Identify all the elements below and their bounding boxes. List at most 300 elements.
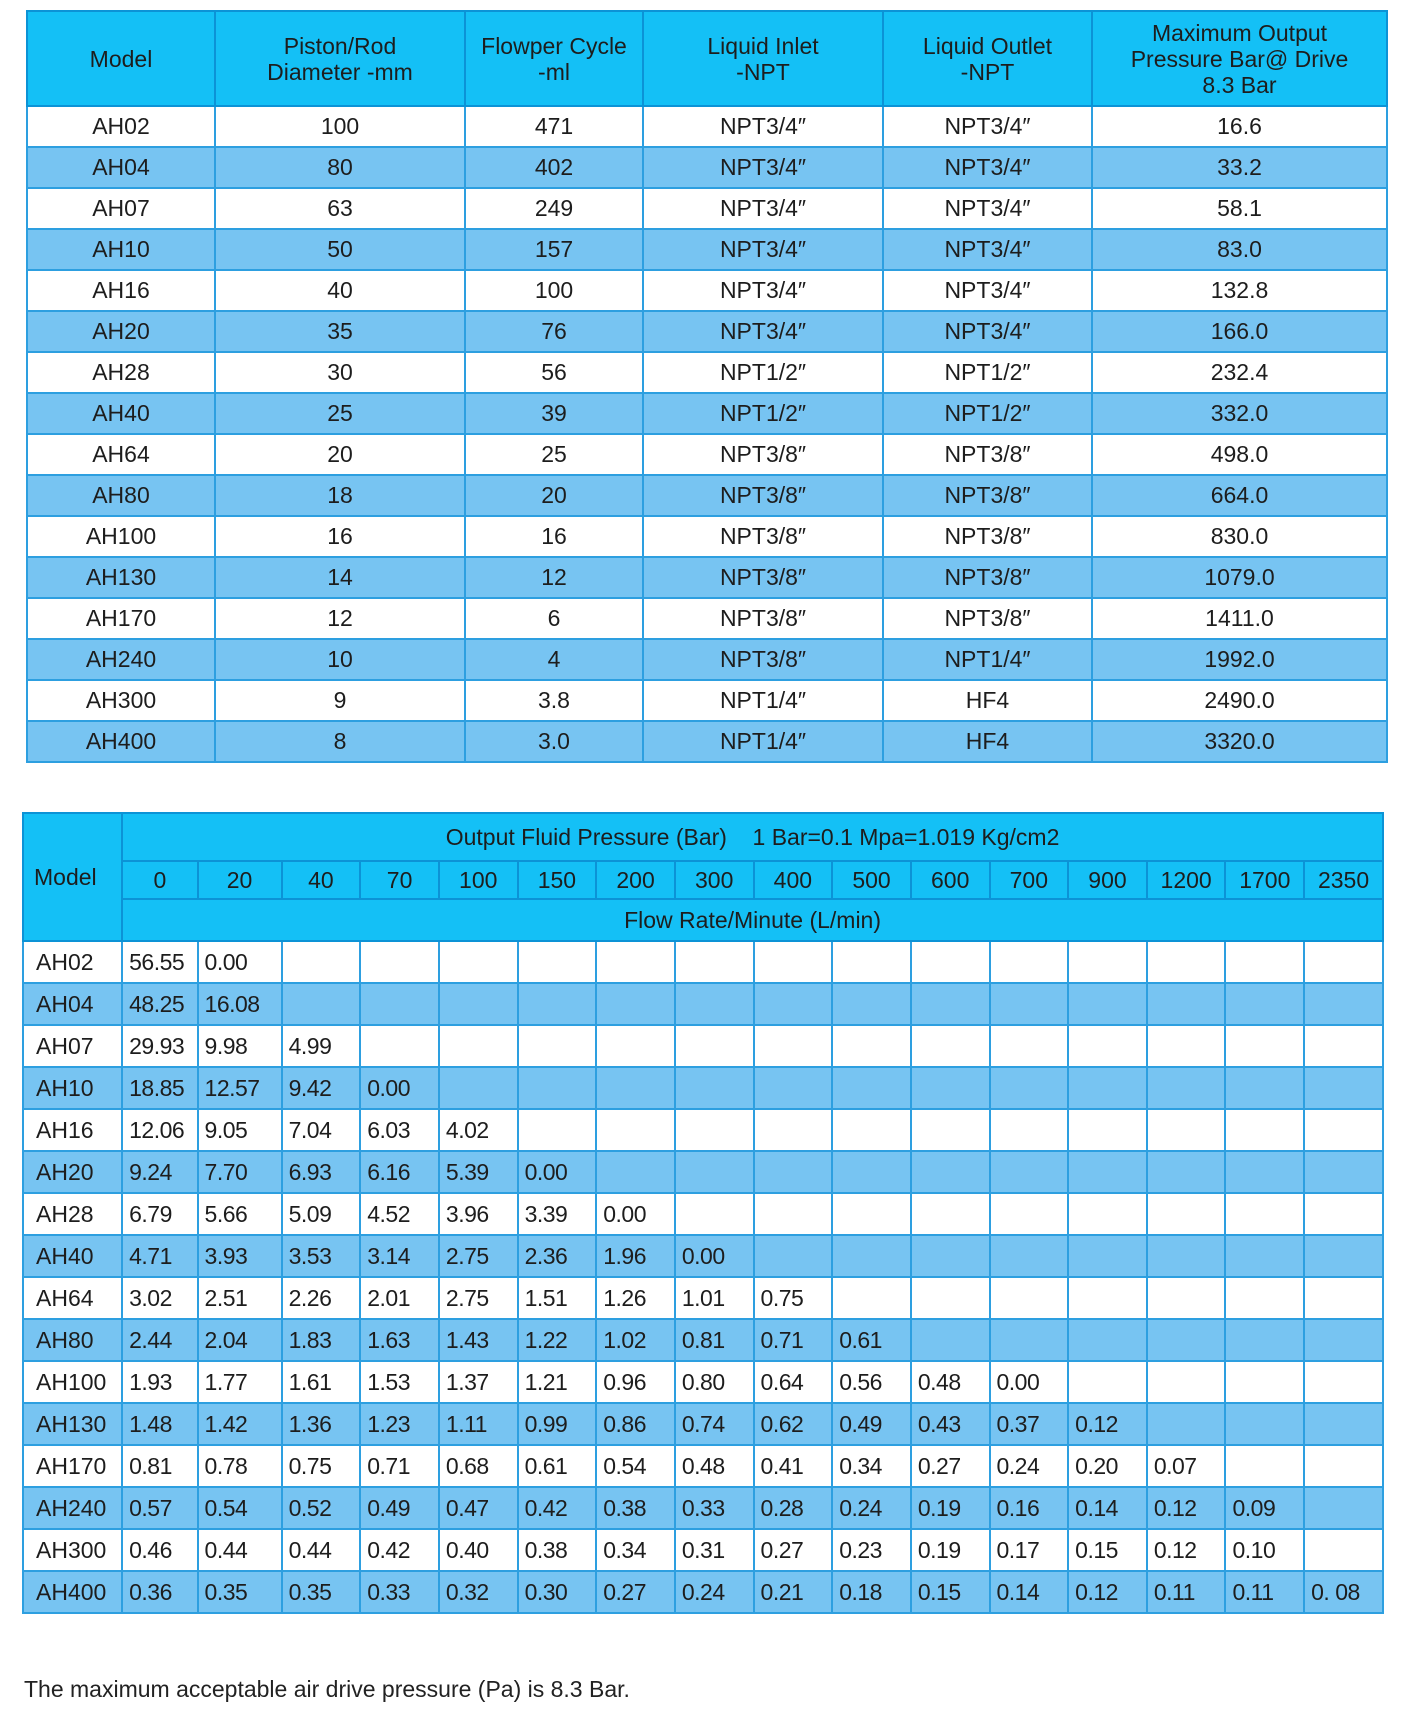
spec-cell: 18 — [215, 475, 465, 516]
flow-row — [23, 1151, 1383, 1193]
flow-value-cell: 56.55 — [122, 941, 197, 983]
flow-value-cell: 0.81 — [122, 1445, 197, 1487]
flow-value-cell — [1304, 1067, 1383, 1109]
flow-value-cell — [1225, 1403, 1304, 1445]
spec-row — [27, 475, 1387, 516]
spec-row — [27, 557, 1387, 598]
spec-cell: AH240 — [27, 639, 215, 680]
spec-cell: NPT1/2″ — [883, 393, 1092, 434]
flow-value-cell — [1304, 1487, 1383, 1529]
flow-value-cell — [990, 1319, 1069, 1361]
flow-value-cell: 0.62 — [754, 1403, 833, 1445]
spec-cell: 132.8 — [1092, 270, 1387, 311]
flow-value-cell: 4.99 — [282, 1025, 361, 1067]
flow-value-cell: 2.44 — [122, 1319, 197, 1361]
flow-value-cell — [439, 1025, 518, 1067]
flow-value-cell — [832, 1025, 911, 1067]
flow-value-cell — [754, 941, 833, 983]
flow-value-cell — [911, 941, 990, 983]
flow-value-cell: 0.33 — [675, 1487, 754, 1529]
flow-value-cell: 0.00 — [596, 1193, 675, 1235]
flow-value-cell — [754, 1109, 833, 1151]
flow-value-cell: 0.35 — [198, 1571, 282, 1613]
flow-value-cell — [832, 1277, 911, 1319]
spec-cell: NPT3/8″ — [643, 475, 883, 516]
flow-value-cell: 3.02 — [122, 1277, 197, 1319]
flow-value-cell — [1068, 1277, 1147, 1319]
flow-value-cell — [1068, 983, 1147, 1025]
flow-row — [23, 1487, 1383, 1529]
flow-value-cell — [1225, 1361, 1304, 1403]
flow-value-cell: 0.43 — [911, 1403, 990, 1445]
spec-cell: 33.2 — [1092, 147, 1387, 188]
spec-cell: 76 — [465, 311, 643, 352]
flow-value-cell: 0.34 — [832, 1445, 911, 1487]
flow-value-cell — [911, 1235, 990, 1277]
pressure-header-cell: 600 — [911, 861, 990, 899]
flow-value-cell: 0.74 — [675, 1403, 754, 1445]
spec-cell: AH130 — [27, 557, 215, 598]
flow-value-cell: 1.37 — [439, 1361, 518, 1403]
flow-value-cell: 0.16 — [990, 1487, 1069, 1529]
flow-value-cell: 1.63 — [360, 1319, 439, 1361]
flow-value-cell — [1068, 1067, 1147, 1109]
spec-cell: 3.0 — [465, 721, 643, 762]
spec-header-piston-rod-diameter: Piston/Rod Diameter -mm — [215, 11, 465, 106]
spec-cell: NPT3/4″ — [883, 188, 1092, 229]
spec-cell: AH10 — [27, 229, 215, 270]
spec-cell: 498.0 — [1092, 434, 1387, 475]
flow-value-cell: 0.35 — [282, 1571, 361, 1613]
flow-value-cell — [1068, 1151, 1147, 1193]
flow-value-cell — [439, 941, 518, 983]
spec-row — [27, 598, 1387, 639]
flow-value-cell — [990, 1277, 1069, 1319]
spec-cell: NPT3/4″ — [883, 270, 1092, 311]
spec-cell: 12 — [465, 557, 643, 598]
spec-cell: 9 — [215, 680, 465, 721]
flow-value-cell: 6.79 — [122, 1193, 197, 1235]
pressure-header-cell: 700 — [990, 861, 1069, 899]
spec-cell: 664.0 — [1092, 475, 1387, 516]
spec-cell: 10 — [215, 639, 465, 680]
flow-value-cell: 7.04 — [282, 1109, 361, 1151]
flow-value-cell — [832, 1193, 911, 1235]
spec-cell: HF4 — [883, 721, 1092, 762]
flow-row — [23, 1235, 1383, 1277]
flow-value-cell: 5.39 — [439, 1151, 518, 1193]
spec-cell: AH28 — [27, 352, 215, 393]
spec-cell: 80 — [215, 147, 465, 188]
flow-value-cell — [675, 941, 754, 983]
spec-cell: 56 — [465, 352, 643, 393]
flow-model-cell: AH20 — [23, 1151, 122, 1193]
pressure-header-cell: 1700 — [1225, 861, 1304, 899]
flow-row — [23, 1067, 1383, 1109]
flow-value-cell: 0.21 — [754, 1571, 833, 1613]
flow-value-cell — [911, 1277, 990, 1319]
flow-value-cell: 0.49 — [360, 1487, 439, 1529]
flow-value-cell — [1304, 941, 1383, 983]
flow-value-cell: 0.24 — [990, 1445, 1069, 1487]
pressure-header-cell: 0 — [122, 861, 197, 899]
flow-table-subtitle: Flow Rate/Minute (L/min) — [122, 899, 1383, 941]
pressure-header-row — [23, 861, 1383, 899]
flow-value-cell: 0.00 — [675, 1235, 754, 1277]
pressure-header-cell: 1200 — [1147, 861, 1226, 899]
flow-value-cell — [754, 1151, 833, 1193]
flow-value-cell — [1304, 1319, 1383, 1361]
flow-value-cell: 0.11 — [1225, 1571, 1304, 1613]
flow-value-cell — [360, 1025, 439, 1067]
flow-value-cell — [1304, 1403, 1383, 1445]
flow-value-cell: 1.43 — [439, 1319, 518, 1361]
flow-value-cell: 0.71 — [360, 1445, 439, 1487]
spec-row — [27, 393, 1387, 434]
spec-cell: AH170 — [27, 598, 215, 639]
flow-row — [23, 983, 1383, 1025]
flow-value-cell — [754, 1193, 833, 1235]
flow-value-cell — [675, 1193, 754, 1235]
flow-value-cell: 0.24 — [675, 1571, 754, 1613]
spec-row — [27, 147, 1387, 188]
flow-row — [23, 1361, 1383, 1403]
spec-row — [27, 680, 1387, 721]
spec-cell: 8 — [215, 721, 465, 762]
flow-value-cell — [990, 1151, 1069, 1193]
flow-value-cell: 1.21 — [518, 1361, 597, 1403]
flow-value-cell: 0.71 — [754, 1319, 833, 1361]
flow-model-cell: AH16 — [23, 1109, 122, 1151]
flow-value-cell — [1147, 983, 1226, 1025]
flow-value-cell: 0.19 — [911, 1529, 990, 1571]
spec-cell: NPT3/8″ — [883, 557, 1092, 598]
spec-cell: 2490.0 — [1092, 680, 1387, 721]
flow-value-cell — [518, 1067, 597, 1109]
flow-value-cell — [1147, 1277, 1226, 1319]
spec-cell: HF4 — [883, 680, 1092, 721]
flow-value-cell: 1.83 — [282, 1319, 361, 1361]
flow-value-cell: 0.75 — [282, 1445, 361, 1487]
spec-cell: NPT3/8″ — [643, 434, 883, 475]
spec-row — [27, 352, 1387, 393]
flow-value-cell — [675, 1151, 754, 1193]
flow-value-cell: 29.93 — [122, 1025, 197, 1067]
flow-value-cell: 0.12 — [1147, 1487, 1226, 1529]
flow-value-cell — [596, 983, 675, 1025]
flow-value-cell: 0.41 — [754, 1445, 833, 1487]
flow-value-cell: 0.54 — [198, 1487, 282, 1529]
spec-cell: 1411.0 — [1092, 598, 1387, 639]
pressure-header-cell: 2350 — [1304, 861, 1383, 899]
flow-value-cell: 2.75 — [439, 1277, 518, 1319]
flow-value-cell: 0. 08 — [1304, 1571, 1383, 1613]
flow-value-cell — [1225, 1109, 1304, 1151]
flow-value-cell: 9.05 — [198, 1109, 282, 1151]
flow-value-cell: 0.00 — [990, 1361, 1069, 1403]
flow-value-cell — [675, 1109, 754, 1151]
flow-value-cell: 0.78 — [198, 1445, 282, 1487]
flow-row — [23, 941, 1383, 983]
flow-value-cell: 2.36 — [518, 1235, 597, 1277]
spec-header-row — [27, 11, 1387, 106]
flow-row — [23, 1277, 1383, 1319]
flow-title-row — [23, 813, 1383, 861]
spec-cell: NPT3/8″ — [643, 557, 883, 598]
flow-value-cell — [832, 1235, 911, 1277]
flow-value-cell: 1.42 — [198, 1403, 282, 1445]
flow-value-cell: 1.22 — [518, 1319, 597, 1361]
flow-value-cell — [1225, 1319, 1304, 1361]
flow-value-cell: 0.00 — [360, 1067, 439, 1109]
spec-cell: AH80 — [27, 475, 215, 516]
flow-value-cell — [360, 941, 439, 983]
flow-value-cell: 0.80 — [675, 1361, 754, 1403]
spec-header-flow-per-cycle: Flowper Cycle -ml — [465, 11, 643, 106]
flow-value-cell — [1304, 1109, 1383, 1151]
flow-value-cell: 0.15 — [911, 1571, 990, 1613]
flow-value-cell: 0.11 — [1147, 1571, 1226, 1613]
flow-value-cell — [1225, 1277, 1304, 1319]
spec-cell: 3320.0 — [1092, 721, 1387, 762]
flow-table-title: Output Fluid Pressure (Bar) 1 Bar=0.1 Mpa=1.019 Kg/cm2 — [122, 813, 1383, 861]
flow-value-cell — [754, 1025, 833, 1067]
flow-rate-table — [22, 812, 1384, 1614]
flow-value-cell — [1304, 1529, 1383, 1571]
flow-value-cell — [439, 1067, 518, 1109]
spec-cell: 6 — [465, 598, 643, 639]
flow-row — [23, 1403, 1383, 1445]
flow-value-cell: 2.01 — [360, 1277, 439, 1319]
flow-value-cell — [1147, 1235, 1226, 1277]
flow-value-cell — [518, 983, 597, 1025]
flow-value-cell: 0.38 — [518, 1529, 597, 1571]
spec-header-max-output-pressure: Maximum Output Pressure Bar@ Drive 8.3 Bar — [1092, 11, 1387, 106]
flow-value-cell: 0.42 — [518, 1487, 597, 1529]
flow-value-cell: 1.77 — [198, 1361, 282, 1403]
spec-cell: 332.0 — [1092, 393, 1387, 434]
flow-model-cell: AH04 — [23, 983, 122, 1025]
flow-value-cell — [832, 941, 911, 983]
flow-value-cell: 0.19 — [911, 1487, 990, 1529]
spec-cell: AH16 — [27, 270, 215, 311]
flow-value-cell: 0.36 — [122, 1571, 197, 1613]
spec-row — [27, 639, 1387, 680]
flow-model-cell: AH170 — [23, 1445, 122, 1487]
flow-value-cell — [518, 1025, 597, 1067]
spec-cell: 16.6 — [1092, 106, 1387, 147]
flow-value-cell — [596, 1109, 675, 1151]
pressure-header-cell: 40 — [282, 861, 361, 899]
flow-value-cell: 0.46 — [122, 1529, 197, 1571]
spec-cell: NPT3/4″ — [883, 147, 1092, 188]
spec-cell: 402 — [465, 147, 643, 188]
spec-cell: AH40 — [27, 393, 215, 434]
spec-row — [27, 516, 1387, 557]
flow-value-cell: 0.61 — [518, 1445, 597, 1487]
spec-cell: NPT3/4″ — [643, 229, 883, 270]
flow-value-cell — [282, 941, 361, 983]
spec-cell: 20 — [465, 475, 643, 516]
spec-cell: NPT3/4″ — [643, 188, 883, 229]
spec-cell: NPT3/8″ — [883, 434, 1092, 475]
flow-value-cell: 0.96 — [596, 1361, 675, 1403]
flow-value-cell: 2.51 — [198, 1277, 282, 1319]
flow-value-cell — [911, 983, 990, 1025]
flow-value-cell — [911, 1025, 990, 1067]
flow-model-cell: AH80 — [23, 1319, 122, 1361]
spec-cell: 830.0 — [1092, 516, 1387, 557]
spec-cell: 25 — [215, 393, 465, 434]
flow-value-cell — [596, 1025, 675, 1067]
spec-cell: AH20 — [27, 311, 215, 352]
flow-value-cell: 48.25 — [122, 983, 197, 1025]
spec-cell: NPT1/4″ — [643, 680, 883, 721]
flow-value-cell: 0.17 — [990, 1529, 1069, 1571]
flow-value-cell: 0.49 — [832, 1403, 911, 1445]
spec-cell: NPT1/4″ — [643, 721, 883, 762]
spec-cell: 30 — [215, 352, 465, 393]
flow-value-cell — [675, 1025, 754, 1067]
flow-value-cell: 0.12 — [1068, 1571, 1147, 1613]
flow-value-cell — [282, 983, 361, 1025]
spec-cell: NPT3/8″ — [643, 516, 883, 557]
flow-value-cell — [1225, 1235, 1304, 1277]
flow-subtitle-row — [23, 899, 1383, 941]
flow-value-cell: 0.12 — [1147, 1529, 1226, 1571]
flow-value-cell: 0.40 — [439, 1529, 518, 1571]
flow-value-cell: 1.26 — [596, 1277, 675, 1319]
flow-value-cell: 4.02 — [439, 1109, 518, 1151]
flow-model-cell: AH28 — [23, 1193, 122, 1235]
pressure-header-cell: 400 — [754, 861, 833, 899]
spec-cell: AH02 — [27, 106, 215, 147]
flow-value-cell — [1068, 941, 1147, 983]
flow-value-cell — [1147, 1319, 1226, 1361]
flow-value-cell: 3.93 — [198, 1235, 282, 1277]
spec-cell: NPT3/8″ — [883, 516, 1092, 557]
spec-cell: 3.8 — [465, 680, 643, 721]
flow-value-cell: 1.36 — [282, 1403, 361, 1445]
flow-value-cell: 0.14 — [1068, 1487, 1147, 1529]
flow-value-cell: 0.27 — [911, 1445, 990, 1487]
flow-value-cell — [1304, 1235, 1383, 1277]
flow-value-cell — [1304, 1025, 1383, 1067]
spec-cell: AH64 — [27, 434, 215, 475]
spec-cell: 4 — [465, 639, 643, 680]
spec-cell: NPT3/4″ — [643, 106, 883, 147]
flow-value-cell — [1304, 1445, 1383, 1487]
flow-value-cell — [754, 983, 833, 1025]
flow-value-cell — [990, 941, 1069, 983]
spec-cell: NPT3/4″ — [883, 229, 1092, 270]
spec-cell: 1992.0 — [1092, 639, 1387, 680]
flow-value-cell — [1225, 1025, 1304, 1067]
flow-model-cell: AH240 — [23, 1487, 122, 1529]
flow-value-cell: 0.52 — [282, 1487, 361, 1529]
spec-cell: AH100 — [27, 516, 215, 557]
pressure-header-cell: 70 — [360, 861, 439, 899]
flow-row — [23, 1445, 1383, 1487]
flow-value-cell — [596, 1067, 675, 1109]
flow-value-cell — [1068, 1193, 1147, 1235]
flow-value-cell: 1.02 — [596, 1319, 675, 1361]
spec-cell: 63 — [215, 188, 465, 229]
flow-row — [23, 1193, 1383, 1235]
flow-value-cell — [832, 1109, 911, 1151]
flow-model-cell: AH64 — [23, 1277, 122, 1319]
flow-row — [23, 1109, 1383, 1151]
flow-value-cell: 0.56 — [832, 1361, 911, 1403]
spec-cell: 471 — [465, 106, 643, 147]
flow-row — [23, 1529, 1383, 1571]
spec-cell: AH400 — [27, 721, 215, 762]
flow-value-cell — [596, 1151, 675, 1193]
flow-value-cell: 0.00 — [518, 1151, 597, 1193]
spec-row — [27, 188, 1387, 229]
flow-value-cell: 2.26 — [282, 1277, 361, 1319]
flow-value-cell — [754, 1067, 833, 1109]
spec-cell: 40 — [215, 270, 465, 311]
flow-value-cell: 0.34 — [596, 1529, 675, 1571]
flow-value-cell — [1147, 1067, 1226, 1109]
pressure-header-cell: 900 — [1068, 861, 1147, 899]
spec-cell: NPT3/4″ — [643, 147, 883, 188]
flow-value-cell — [596, 941, 675, 983]
flow-value-cell — [911, 1319, 990, 1361]
spec-header-liquid-outlet: Liquid Outlet -NPT — [883, 11, 1092, 106]
flow-value-cell: 0.57 — [122, 1487, 197, 1529]
flow-value-cell — [911, 1109, 990, 1151]
flow-model-cell: AH130 — [23, 1403, 122, 1445]
flow-value-cell: 0.81 — [675, 1319, 754, 1361]
flow-value-cell: 1.61 — [282, 1361, 361, 1403]
spec-cell: AH300 — [27, 680, 215, 721]
flow-value-cell — [1225, 1193, 1304, 1235]
spec-cell: 157 — [465, 229, 643, 270]
flow-value-cell: 0.54 — [596, 1445, 675, 1487]
flow-value-cell: 0.68 — [439, 1445, 518, 1487]
flow-value-cell: 0.07 — [1147, 1445, 1226, 1487]
spec-header-model: Model — [27, 11, 215, 106]
flow-value-cell — [911, 1193, 990, 1235]
flow-value-cell: 0.44 — [198, 1529, 282, 1571]
flow-value-cell: 0.33 — [360, 1571, 439, 1613]
flow-value-cell — [1147, 941, 1226, 983]
flow-value-cell: 1.23 — [360, 1403, 439, 1445]
flow-value-cell: 7.70 — [198, 1151, 282, 1193]
pressure-header-cell: 200 — [596, 861, 675, 899]
flow-value-cell — [754, 1235, 833, 1277]
spec-cell: 83.0 — [1092, 229, 1387, 270]
flow-value-cell: 1.93 — [122, 1361, 197, 1403]
flow-value-cell — [1147, 1361, 1226, 1403]
flow-value-cell: 0.38 — [596, 1487, 675, 1529]
flow-value-cell: 0.42 — [360, 1529, 439, 1571]
pressure-header-cell: 150 — [518, 861, 597, 899]
spec-cell: AH04 — [27, 147, 215, 188]
flow-value-cell — [1068, 1235, 1147, 1277]
pressure-header-cell: 500 — [832, 861, 911, 899]
flow-value-cell: 5.09 — [282, 1193, 361, 1235]
spec-cell: NPT3/4″ — [883, 106, 1092, 147]
spec-cell: NPT1/2″ — [883, 352, 1092, 393]
flow-value-cell: 1.51 — [518, 1277, 597, 1319]
flow-value-cell: 9.98 — [198, 1025, 282, 1067]
flow-value-cell: 6.03 — [360, 1109, 439, 1151]
flow-value-cell — [1068, 1361, 1147, 1403]
spec-cell: 16 — [215, 516, 465, 557]
